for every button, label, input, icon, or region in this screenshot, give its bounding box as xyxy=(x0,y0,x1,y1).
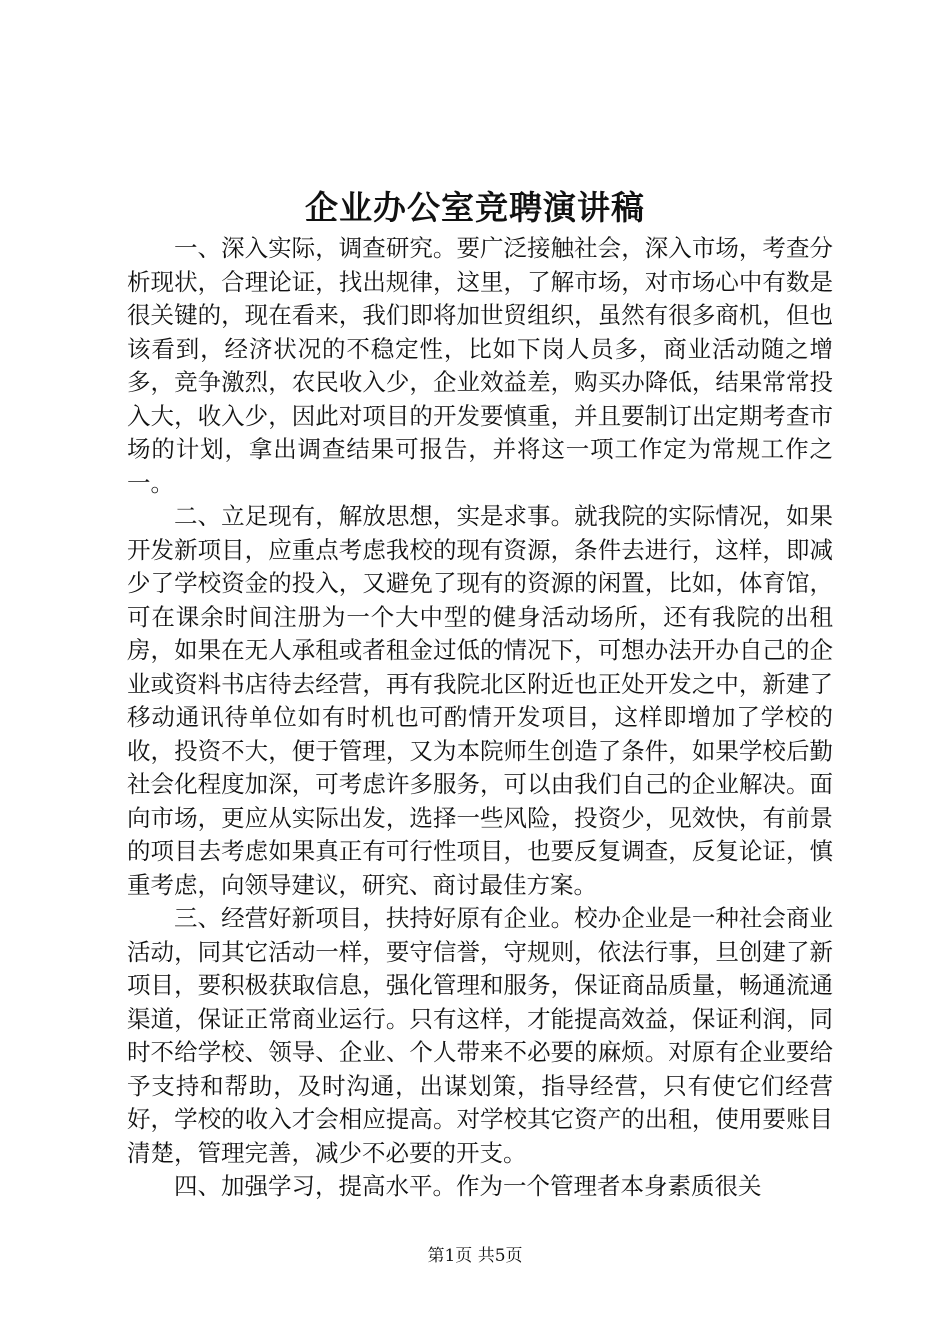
document-title: 企业办公室竞聘演讲稿 xyxy=(305,188,645,227)
paragraph-2: 二、立足现有，解放思想，实是求事。就我院的实际情况，如果开发新项目，应重点考虑我校的现有资源，条件去进行，这样，即减少了学校资金的投入，又避免了现有的资源的闲置，比如，体育馆，可在课余时间注册为一个大中型的健身活动场所，还有我院的出租房，如果在无人承租或者租金过低的情况下，可想办法开办自己的企业或资料书店待去经营，再有我院北区附近也正处开发之中，新建了移动通讯待单位如有时机也可酌情开发项目，这样即增加了学校的收，投资不大，便于管理，又为本院师生创造了条件，如果学校后勤社会化程度加深，可考虑许多服务，可以由我们自己的企业解决。面向市场，更应从实际出发，选择一些风险，投资少，见效快，有前景的项目去考虑如果真正有可行性项目，也要反复调查，反复论证，慎重考虑，向领导建议，研究、商讨最佳方案。 xyxy=(127,502,833,899)
paragraph-3: 三、经营好新项目，扶持好原有企业。校办企业是一种社会商业活动，同其它活动一样，要守信誉，守规则，依法行事，旦创建了新项目，要积极获取信息，强化管理和服务，保证商品质量，畅通流通渠道，保证正常商业运行。只有这样，才能提高效益，保证利润，同时不给学校、领导、企业、个人带来不必要的麻烦。对原有企业要给予支持和帮助，及时沟通，出谋划策，指导经营，只有使它们经营好，学校的收入才会相应提高。对学校其它资产的出租，使用要账目清楚，管理完善，减少不必要的开支。 xyxy=(127,904,833,1167)
document-body xyxy=(127,232,833,1204)
page-footer: 第1页 共5页 xyxy=(427,1246,523,1266)
paragraph-4: 四、加强学习，提高水平。作为一个管理者本身素质很关 xyxy=(174,1172,762,1200)
paragraph-1: 一、深入实际，调查研究。要广泛接触社会，深入市场，考查分析现状，合理论证，找出规律，这里，了解市场，对市场心中有数是很关键的，现在看来，我们即将加世贸组织，虽然有很多商机，但也该看到，经济状况的不稳定性，比如下岗人员多，商业活动随之增多，竞争激烈，农民收入少，企业效益差，购买办降低，结果常常投入大，收入少，因此对项目的开发要慎重，并且要制订出定期考查市场的计划，拿出调查结果可报告，并将这一项工作定为常规工作之一。 xyxy=(127,234,833,497)
